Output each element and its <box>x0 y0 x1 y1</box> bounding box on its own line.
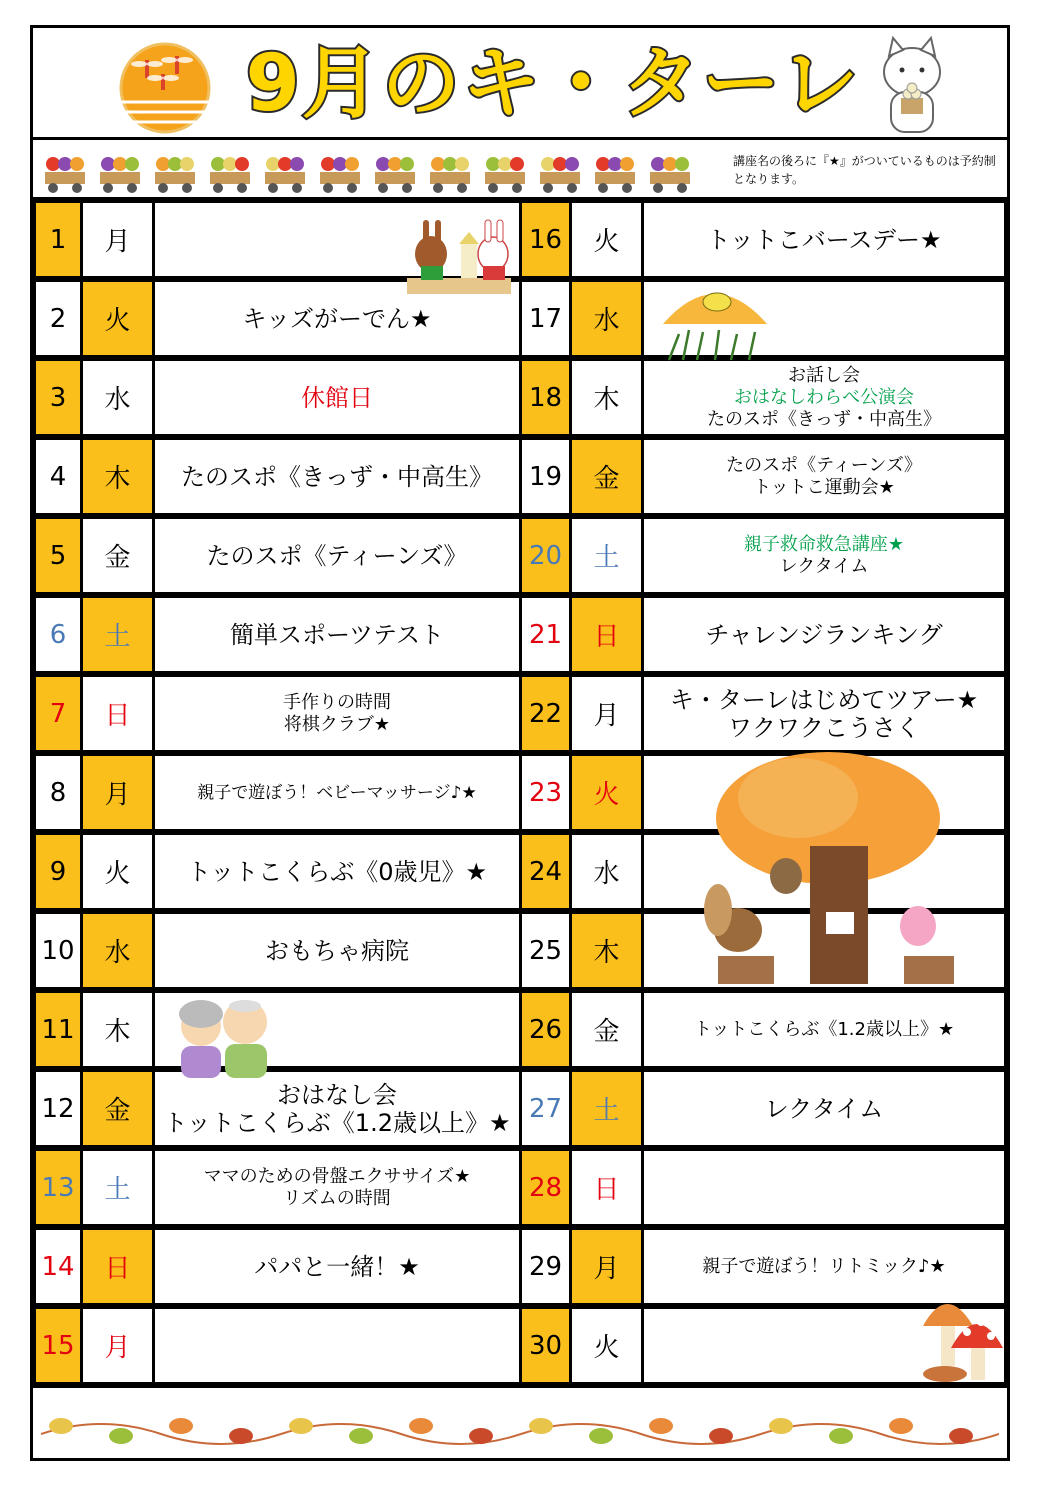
date-number: 18 <box>519 358 572 437</box>
weekday: 水 <box>80 358 155 437</box>
weekday: 金 <box>80 516 155 595</box>
notice-strip <box>33 140 1007 200</box>
event-line: 将棋クラブ★ <box>283 713 391 735</box>
event-line: おはなし会 <box>277 1080 397 1109</box>
date-number: 16 <box>519 200 572 279</box>
weekday: 火 <box>80 832 155 911</box>
day-row <box>33 1148 1007 1227</box>
date-number: 8 <box>33 753 83 832</box>
date-number: 11 <box>33 990 83 1069</box>
day-row <box>33 200 1007 279</box>
event-line: 休館日 <box>301 383 373 412</box>
event-line: ママのための骨盤エクササイズ★ <box>203 1165 471 1187</box>
weekday: 日 <box>80 674 155 753</box>
cat-icon <box>877 32 947 136</box>
event-line: 簡単スポーツテスト <box>229 620 445 649</box>
event-cell <box>641 437 1007 516</box>
weekday: 火 <box>569 200 644 279</box>
event-cell <box>641 595 1007 674</box>
date-number: 21 <box>519 595 572 674</box>
event-cell <box>641 358 1007 437</box>
date-number: 3 <box>33 358 83 437</box>
date-number: 4 <box>33 437 83 516</box>
date-number: 30 <box>519 1306 572 1385</box>
date-number: 20 <box>519 516 572 595</box>
date-number: 24 <box>519 832 572 911</box>
weekday: 水 <box>569 832 644 911</box>
event-cell <box>641 674 1007 753</box>
day-row <box>33 990 1007 1069</box>
day-row <box>33 753 1007 832</box>
day-row <box>33 1069 1007 1148</box>
event-cell <box>641 990 1007 1069</box>
day-row <box>33 437 1007 516</box>
event-line: 親子で遊ぼう！リトミック♪★ <box>702 1255 946 1277</box>
weekday: 木 <box>569 911 644 990</box>
weekday: 火 <box>569 753 644 832</box>
day-row <box>33 911 1007 990</box>
event-line: トットこ運動会★ <box>753 476 895 498</box>
event-cell <box>641 832 1007 911</box>
day-row <box>33 358 1007 437</box>
event-line: レクタイム <box>764 1094 884 1123</box>
event-line: キッズがーでん★ <box>242 304 432 333</box>
weekday: 月 <box>569 674 644 753</box>
weekday: 水 <box>80 911 155 990</box>
weekday: 金 <box>569 990 644 1069</box>
weekday: 木 <box>569 358 644 437</box>
day-row <box>33 832 1007 911</box>
weekday: 日 <box>80 1227 155 1306</box>
autumn-music-border-icon <box>41 1394 999 1456</box>
header <box>33 28 1007 140</box>
day-row <box>33 674 1007 753</box>
event-line: リズムの時間 <box>283 1187 391 1209</box>
event-line: チャレンジランキング <box>705 620 943 649</box>
event-cell <box>641 753 1007 832</box>
weekday: 火 <box>80 279 155 358</box>
date-number: 15 <box>33 1306 83 1385</box>
event-line: トットこくらぶ《1.2歳以上》★ <box>163 1108 511 1137</box>
date-number: 6 <box>33 595 83 674</box>
weekday: 水 <box>569 279 644 358</box>
event-line: おもちゃ病院 <box>265 936 409 965</box>
event-line: 親子救命救急講座★ <box>743 533 905 555</box>
weekday: 金 <box>569 437 644 516</box>
weekday: 月 <box>80 1306 155 1385</box>
date-number: 14 <box>33 1227 83 1306</box>
page-title: 9月のキ・ターレ <box>245 39 861 129</box>
event-cell <box>641 279 1007 358</box>
calendar-frame <box>30 25 1010 1461</box>
weekday: 日 <box>569 1148 644 1227</box>
event-line: キ・ターレはじめてツアー★ <box>669 685 979 714</box>
event-cell <box>641 1148 1007 1227</box>
weekday: 土 <box>80 595 155 674</box>
moon-dragonfly-icon <box>117 38 213 134</box>
event-cell <box>641 200 1007 279</box>
date-number: 7 <box>33 674 83 753</box>
event-line: おはなしわらべ公演会 <box>734 386 914 408</box>
event-cell <box>641 1227 1007 1306</box>
event-line: たのスポ《ティーンズ》 <box>206 541 468 570</box>
event-line: レクタイム <box>779 555 869 577</box>
event-line: 親子で遊ぼう！ベビーマッサージ♪★ <box>197 782 477 803</box>
day-row <box>33 595 1007 674</box>
date-number: 17 <box>519 279 572 358</box>
event-line: ワクワクこうさく <box>728 713 920 742</box>
date-number: 10 <box>33 911 83 990</box>
weekday: 木 <box>80 990 155 1069</box>
date-number: 12 <box>33 1069 83 1148</box>
weekday: 月 <box>80 200 155 279</box>
date-number: 26 <box>519 990 572 1069</box>
weekday: 土 <box>569 1069 644 1148</box>
weekday: 月 <box>569 1227 644 1306</box>
event-line: トットこくらぶ《1.2歳以上》★ <box>693 1018 955 1040</box>
footer-border <box>33 1385 1007 1458</box>
date-number: 2 <box>33 279 83 358</box>
date-number: 27 <box>519 1069 572 1148</box>
day-row <box>33 516 1007 595</box>
event-line: パパと一緒！★ <box>254 1252 420 1281</box>
weekday: 土 <box>80 1148 155 1227</box>
event-line: トットこバースデー★ <box>706 225 942 254</box>
event-line: トットこくらぶ《0歳児》★ <box>186 857 488 886</box>
date-number: 25 <box>519 911 572 990</box>
day-row <box>33 1227 1007 1306</box>
event-line: 手作りの時間 <box>283 691 391 713</box>
date-number: 5 <box>33 516 83 595</box>
date-number: 1 <box>33 200 83 279</box>
date-number: 13 <box>33 1148 83 1227</box>
event-cell <box>641 1069 1007 1148</box>
date-number: 19 <box>519 437 572 516</box>
reservation-notice: 講座名の後ろに『★』がついているものは予約制となります。 <box>733 154 996 186</box>
day-row <box>33 1306 1007 1385</box>
event-line: お話し会 <box>788 364 860 386</box>
day-row <box>33 279 1007 358</box>
weekday: 火 <box>569 1306 644 1385</box>
event-line: たのスポ《ティーンズ》 <box>726 454 922 476</box>
date-number: 9 <box>33 832 83 911</box>
event-cell <box>641 516 1007 595</box>
harvest-wagon-icon <box>41 146 711 194</box>
date-number: 22 <box>519 674 572 753</box>
weekday: 土 <box>569 516 644 595</box>
weekday: 月 <box>80 753 155 832</box>
weekday: 日 <box>569 595 644 674</box>
date-number: 29 <box>519 1227 572 1306</box>
event-cell <box>641 1306 1007 1385</box>
date-number: 23 <box>519 753 572 832</box>
date-number: 28 <box>519 1148 572 1227</box>
event-cell <box>641 911 1007 990</box>
weekday: 木 <box>80 437 155 516</box>
weekday: 金 <box>80 1069 155 1148</box>
event-line: たのスポ《きっず・中高生》 <box>707 408 941 430</box>
event-line: たのスポ《きっず・中高生》 <box>181 462 493 491</box>
